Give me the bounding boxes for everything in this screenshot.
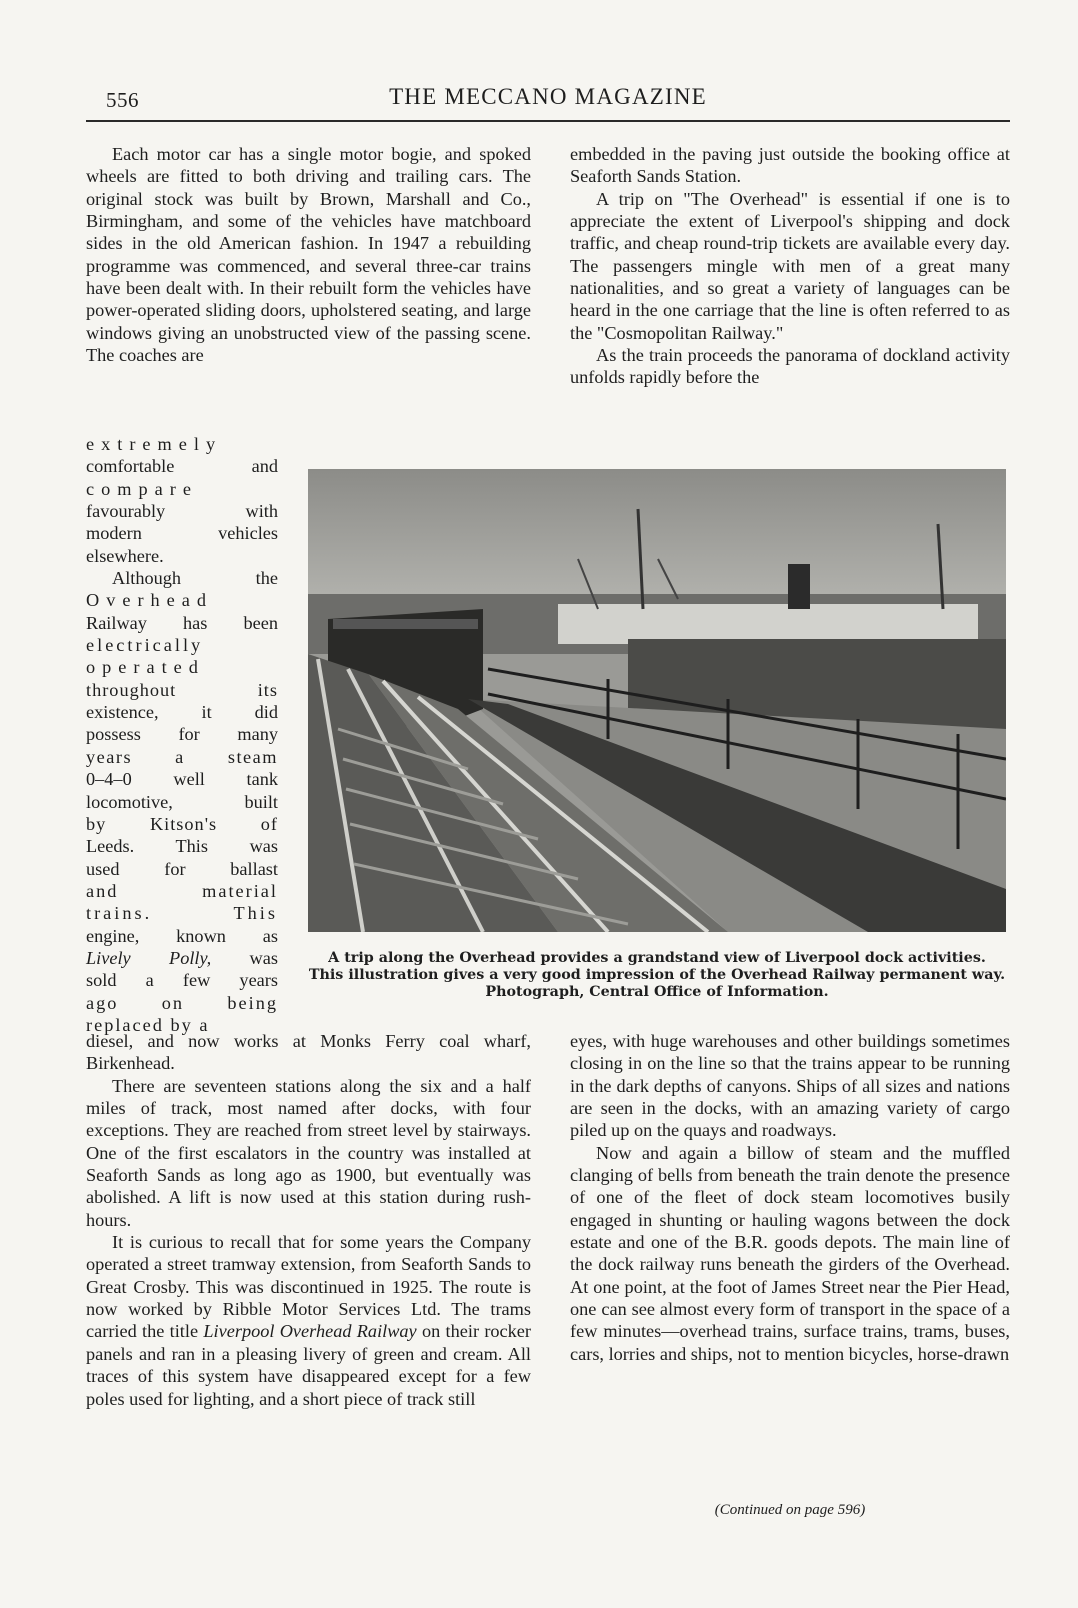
header-rule — [86, 120, 1010, 122]
column-left-wrap — [86, 433, 278, 1036]
paragraph: There are seventeen stations along the six and a half miles of track, most named after docks, with four exceptions. They are reached from street level by stairways. One of the first escalators in the country was installed at Seaforth Sands as long ago as 1900, but eventually was abolished. A lift is now used at this station during rush-hours. — [86, 1075, 531, 1230]
paragraph-continuation: eyes, with huge warehouses and other buildings sometimes closing in on the line so that the trains appear to be running in the dark depths of canyons. Ships of all sizes and nations are seen in the docks, with an amazing variety of cargo piled up on the quays and roadways. — [570, 1031, 1010, 1141]
paragraph: Each motor car has a single motor bogie, and spoked wheels are fitted to both driving and trailing cars. The original stock was built by Brown, Marshall and Co., Birmingham, and some of the vehicles have matchboard sides in the old American fashion. In 1947 a rebuilding programme was commenced, and several three-car trains have been dealt with. In their rebuilt form the vehicles have power-operated sliding doors, upholstered seating, and large windows giving an unobstructed view of the passing scene. The coaches are — [86, 144, 531, 366]
paragraph: It is curious to recall that for some years the Company operated a street tramway extension, from Seaforth Sands to Great Crosby. This was discontinued in 1925. The route is now worked by Ribble Motor Services Ltd. The trams carried the title Liverpool Overhead Railway on their rocker panels and ran in a pleasing livery of green and cream. All traces of this system have disappeared except for a few poles used for lighting, and a short piece of track still — [86, 1232, 531, 1409]
text-line: trains. This — [86, 903, 278, 924]
ship-funnel — [788, 564, 810, 609]
text-line: sold a few years — [86, 970, 278, 991]
text-line: Railway has been — [86, 612, 278, 633]
caption-line: This illustration gives a very good impression of the Overhead Railway permanent way. — [308, 967, 1006, 983]
photo-illustration — [308, 469, 1006, 932]
paragraph-continuation: diesel, and now works at Monks Ferry coal wharf, Birkenhead. — [86, 1031, 531, 1074]
text-line: years a steam — [86, 746, 278, 767]
text-line: favourably with — [86, 501, 278, 522]
text-line: extremely — [86, 434, 223, 454]
running-title: THE MECCANO MAGAZINE — [389, 84, 707, 109]
text-line: possess for many — [86, 724, 278, 745]
paragraph: Now and again a billow of steam and the muffled clanging of bells from beneath the train denote the presence of one of the fleet of dock steam locomotives busily engaged in shunting or hauling wagons between the dock estate and one of the B.R. goods depots. The main line of the dock railway runs beneath the girders of the Overhead. At one point, at the foot of James Street near the Pier Head, one can see almost every form of transport in the space of a few minutes—overhead trains, surface trains, trams, buses, cars, lorries and ships, not to mention bicycles, horse-drawn — [570, 1142, 1010, 1364]
ship-hull — [558, 604, 978, 644]
text-line: Lively Polly, was — [86, 947, 278, 968]
page-number: 556 — [106, 88, 139, 112]
paragraph-continuation: embedded in the paving just outside the booking office at Seaforth Sands Station. — [570, 144, 1010, 187]
page-header — [86, 82, 1010, 118]
text-line: existence, it did — [86, 702, 278, 723]
text-line: replaced by a — [86, 1014, 210, 1035]
text-line: modern vehicles — [86, 523, 278, 544]
column-right-top — [570, 143, 1010, 389]
column-left-bottom — [86, 1030, 531, 1410]
text-line: ago on being — [86, 992, 278, 1013]
text-line: comfortable and — [86, 456, 278, 477]
photograph-overhead-railway — [308, 469, 1006, 932]
continued-note: (Continued on page 596) — [714, 1502, 866, 1518]
text-line: Although the — [112, 568, 278, 589]
caption-line: A trip along the Overhead provides a grandstand view of Liverpool dock activities. — [328, 950, 986, 966]
italic-title: Liverpool Overhead Railway — [203, 1321, 417, 1342]
caption-credit: Photograph, Central Office of Information. — [485, 984, 829, 1000]
text-line: electrically — [86, 635, 204, 656]
text-line: 0–4–0 well tank — [86, 769, 278, 790]
text-line: locomotive, built — [86, 791, 278, 812]
text-line: elsewhere. — [86, 545, 164, 566]
text-line: and material — [86, 880, 278, 901]
paragraph: As the train proceeds the panorama of dockland activity unfolds rapidly before the — [570, 345, 1010, 388]
text-line: compare — [86, 478, 198, 499]
column-left-top — [86, 143, 531, 366]
text-line: engine, known as — [86, 925, 278, 946]
text-line: throughout its — [86, 679, 278, 700]
text-line: Leeds. This was — [86, 836, 278, 857]
column-right-bottom — [570, 1030, 1010, 1365]
text-line: used for ballast — [86, 858, 278, 879]
italic-name: Lively Polly, — [86, 947, 212, 968]
paragraph: A trip on "The Overhead" is essential if one is to appreciate the extent of Liverpool's shipping and dock traffic, and cheap round-trip tickets are available every day. The passengers mingle with men of a great many nationalities, and so great a variety of languages can be heard in the one carriage that the line is often referred to as the "Cosmopolitan Railway." — [570, 188, 1010, 343]
text-line: Overhead — [86, 590, 214, 611]
text-line: by Kitson's of — [86, 813, 278, 834]
text-line: operated — [86, 657, 205, 678]
photo-caption — [300, 950, 1014, 1001]
